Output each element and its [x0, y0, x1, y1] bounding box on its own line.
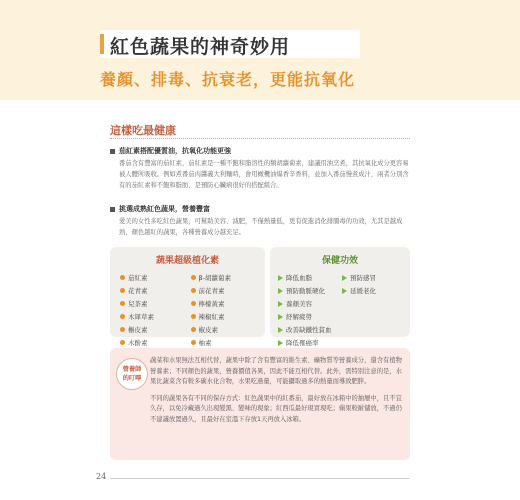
phytochemical-item	[191, 285, 258, 296]
benefit-label: 養顏美容	[286, 300, 312, 308]
benefit-item	[342, 337, 404, 348]
phytochemical-item	[120, 337, 187, 348]
dietitian-note	[110, 348, 410, 460]
green-triangle-icon	[278, 288, 283, 294]
benefit-item	[342, 311, 404, 322]
section-heading: 這樣吃最健康	[110, 124, 176, 137]
page-number: 24	[96, 472, 107, 481]
phytochemical-item	[191, 272, 258, 283]
tip-1	[110, 146, 410, 191]
phytochemical-label: β-胡蘿蔔素	[198, 274, 231, 282]
orange-dot-icon	[120, 301, 125, 306]
phytochemical-label: 花青素	[128, 287, 148, 295]
green-triangle-icon	[278, 301, 283, 307]
orange-dot-icon	[191, 314, 196, 319]
orange-dot-icon	[191, 275, 196, 280]
tip-2-title	[110, 204, 410, 214]
green-triangle-icon	[278, 327, 283, 333]
green-triangle-icon	[278, 340, 283, 346]
tip-1-title	[110, 146, 410, 156]
green-triangle-icon	[342, 288, 347, 294]
benefit-item	[278, 272, 340, 283]
phytochemical-label: 柚素	[198, 339, 212, 347]
dietitian-note-paragraph-2: 不同的蔬果各有不同的保存方式：紅色蔬果中的紅番茄，最好放在冰箱中的抽屜中，且不宜久存，以免冷藏過久出現變黑、變味的現象；紅西瓜最好現買現吃；蘋果較耐儲放，不過仍不建議放置過久，且最好在室溫下存放1天再放入冰箱。	[150, 394, 402, 423]
benefit-item	[278, 324, 340, 335]
benefit-label: 預防動脈硬化	[286, 287, 325, 295]
phytochemicals-box	[110, 247, 265, 347]
bullet-square-icon	[110, 207, 115, 212]
orange-dot-icon	[120, 314, 125, 319]
tip-2-body: 愛美的女性多吃紅色蔬果，可幫助美容、減肥，不僅熱量低，更有促進消化排腸毒的功效，尤其是越成熟、顏色越紅的蔬果，各種營養成分越充足。	[119, 218, 403, 236]
phytochemical-label: 木犀草素	[128, 313, 154, 321]
tip-2	[110, 204, 410, 238]
phytochemical-item	[120, 311, 187, 322]
benefit-item	[278, 311, 340, 322]
benefits-box	[270, 247, 410, 347]
phytochemical-item	[120, 285, 187, 296]
tip-1-title-text: 茄紅素搭配優質油，抗氧化功能更強	[119, 147, 231, 155]
phytochemical-label: 槲皮素	[128, 326, 148, 334]
green-triangle-icon	[278, 314, 283, 320]
orange-dot-icon	[120, 340, 125, 345]
benefit-item	[278, 337, 340, 348]
phytochemical-label: 兒茶素	[128, 300, 148, 308]
phytochemical-item	[191, 337, 258, 348]
benefit-label: 降低血脂	[286, 274, 312, 282]
orange-dot-icon	[120, 327, 125, 332]
dietitian-note-text	[150, 356, 404, 431]
phytochemical-item	[191, 324, 258, 335]
orange-dot-icon	[120, 288, 125, 293]
orange-dot-icon	[191, 301, 196, 306]
phytochemical-item	[120, 324, 187, 335]
benefit-label: 紓解疲勞	[286, 313, 312, 321]
phytochemical-label: 辣椒紅素	[198, 313, 225, 321]
orange-dot-icon	[191, 340, 196, 345]
phytochemical-item	[120, 298, 187, 309]
benefit-item	[342, 285, 404, 296]
phytochemical-label: 檸檬黃素	[198, 300, 225, 308]
dietitian-badge	[116, 358, 148, 390]
phytochemicals-title: 蔬果超級植化素	[155, 256, 219, 266]
benefit-item	[342, 272, 404, 283]
benefit-item	[342, 324, 404, 335]
phytochemicals-list	[120, 272, 257, 348]
benefit-label: 延緩老化	[350, 287, 376, 295]
title-block	[100, 32, 420, 90]
tip-1-body: 番茄含有豐富的茄紅素，茄紅素是一種不飽和脂溶性的類胡蘿蔔素，建議用油烹煮，其抗氧化成分更容易被人體所吸收。例如煮番茄肉醬義大利麵時，會用橄欖油爆香辛香料，並加入番茄慢煮成汁，兩者分別含有的茄紅素和不飽和脂肪，是預防心臟病很好的搭配組合。	[119, 160, 409, 189]
benefit-item	[278, 298, 340, 309]
footer-rule	[110, 478, 410, 479]
section-divider	[110, 138, 410, 139]
orange-dot-icon	[191, 288, 196, 293]
dietitian-note-paragraph-1: 蔬菜和水果無法互相代替，蔬果中除了含有豐富的維生素、礦物質等營養成分，還含有植物營養素；不同顏色的蔬果，營養價值各異，因此不能互相代替。此外，需特別注意的是，水果比蔬菜含有較多碳水化合物，水果吃過量，可能攝取過多的熱量而導致肥胖。	[150, 357, 402, 385]
phytochemical-label: 茄紅素	[128, 274, 148, 282]
benefits-list	[278, 272, 404, 348]
benefits-title: 保健功效	[321, 256, 358, 266]
benefit-label: 降低罹癌率	[286, 339, 319, 347]
phytochemical-item	[191, 311, 258, 322]
orange-dot-icon	[120, 275, 125, 280]
benefit-label: 改善缺鐵性貧血	[286, 326, 332, 334]
page-title: 紅色蔬果的神奇妙用	[100, 32, 290, 59]
phytochemical-label: 木酚素	[128, 339, 148, 347]
tip-2-title-text: 挑選成熟紅色蔬果，營養豐富	[119, 205, 210, 213]
dietitian-badge-label: 營養師的叮嚀	[122, 366, 142, 382]
bullet-square-icon	[110, 149, 115, 154]
benefit-item	[278, 285, 340, 296]
phytochemical-label: 前花青素	[198, 287, 225, 295]
phytochemical-item	[191, 298, 258, 309]
phytochemical-label: 椒皮素	[198, 326, 218, 334]
page-subtitle: 養顏、排毒、抗衰老，更能抗氧化	[100, 70, 356, 89]
green-triangle-icon	[278, 275, 283, 281]
orange-dot-icon	[191, 327, 196, 332]
benefit-item	[342, 298, 404, 309]
benefit-label: 預防感冒	[350, 274, 376, 282]
green-triangle-icon	[342, 275, 347, 281]
phytochemical-item	[120, 272, 187, 283]
